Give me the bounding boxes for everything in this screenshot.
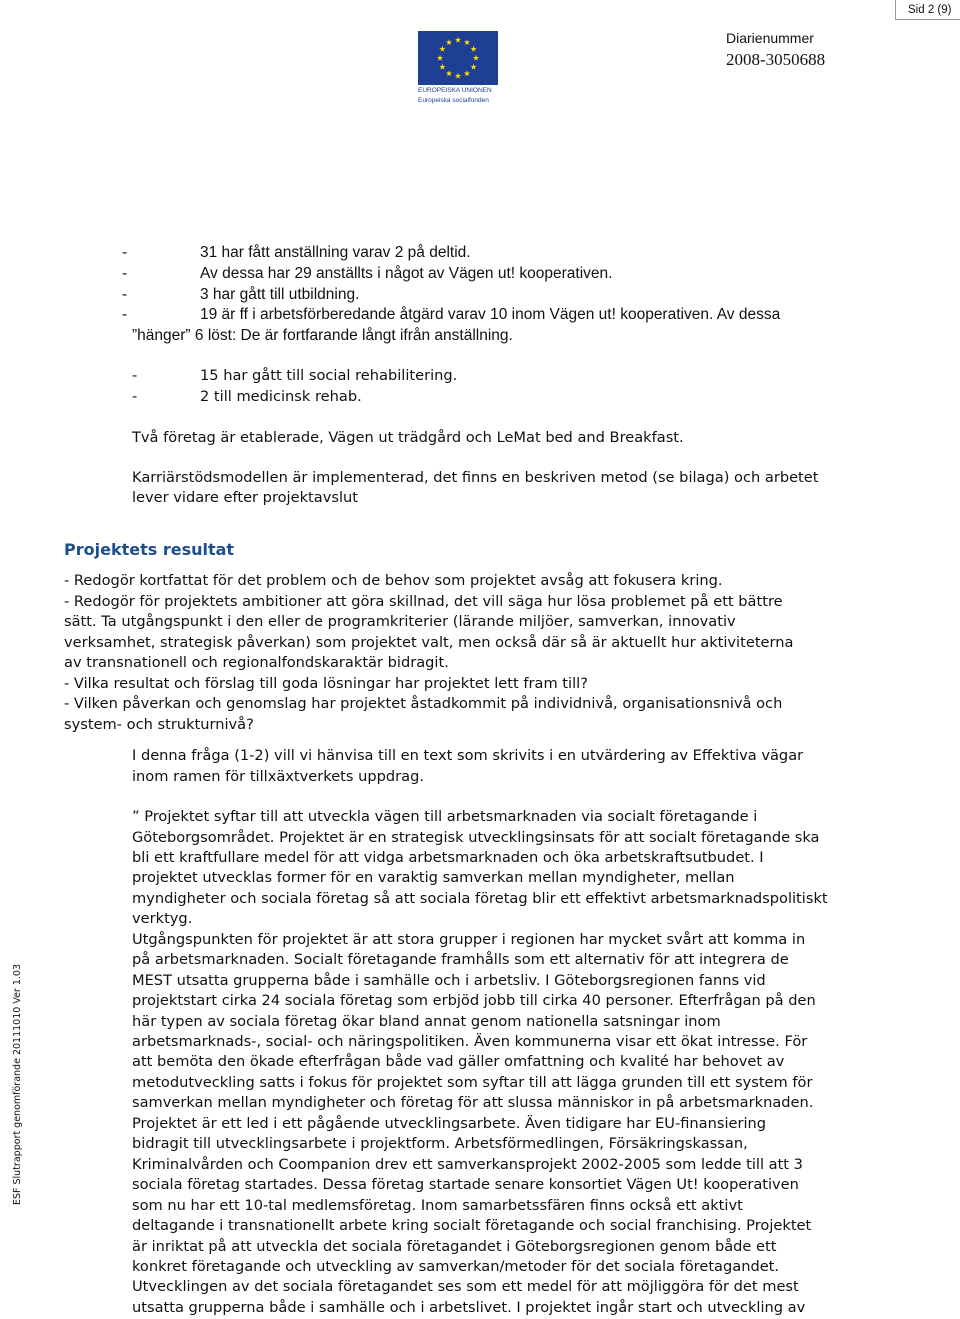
body-line: utsatta grupperna både i samhälle och i arbetslivet. I projektet ingår start och utveckling av: [132, 1298, 806, 1316]
body-line: deltagande i transnationellt arbete kring socialt företagande och social franchising. Projektet: [132, 1217, 812, 1234]
list-item: 15 har gått till social rehabilitering.: [200, 367, 458, 384]
list-dash: -: [122, 265, 128, 282]
list-item: 19 är ff i arbetsförberedande åtgärd varav 10 inom Vägen ut! kooperativen. Av dessa: [200, 306, 781, 323]
body-line: ” Projektet syftar till att utveckla vägen till arbetsmarknaden via socialt företagande i: [132, 808, 758, 825]
body-line: sociala företag startades. Dessa företag startade senare konsortiet Vägen Ut! kooperativen: [132, 1176, 799, 1194]
body-line: myndigheter och sociala företag så att sociala företag blir ett effektivt arbetsmarknadspolitiskt: [132, 889, 828, 907]
body-line: som nu har ett 10-tal medlemsföretag. Inom samarbetssfären finns också ett aktivt: [132, 1196, 743, 1214]
instruction-line: - Redogör kortfattat för det problem och de behov som projektet avsåg att fokusera kring.: [64, 572, 723, 589]
body-line: verktyg.: [132, 910, 193, 928]
list-dash: -: [132, 388, 138, 405]
list-item: Av dessa har 29 anställts i något av Vägen ut! kooperativen.: [200, 265, 613, 282]
body-line: bidragit till utvecklingsarbete i projektform. Arbetsförmedlingen, Försäkringskassan,: [132, 1135, 748, 1153]
eu-star-icon: [446, 39, 452, 45]
logo-title: EUROPEISKA UNIONEN: [418, 87, 492, 94]
eu-star-icon: [439, 64, 445, 70]
eu-logo: [418, 31, 498, 105]
instruction-line: - Vilka resultat och förslag till goda lösningar har projektet lett fram till?: [64, 675, 588, 692]
eu-star-icon: [464, 70, 470, 76]
list-item: 2 till medicinsk rehab.: [200, 388, 362, 405]
eu-star-icon: [446, 70, 452, 76]
body-line: MEST utsatta grupperna både i samhälle och i arbetsliv. I Göteborgsregionen fanns vid: [132, 971, 766, 989]
instruction-line: verksamhet, strategisk påverkan) som projektet valt, men också där så är aktuellt hur aktiviteterna: [64, 634, 794, 651]
eu-star-icon: [439, 46, 445, 52]
list-item-continuation: ”hänger” 6 löst: De är fortfarande långt ifrån anställning.: [132, 327, 513, 344]
eu-star-icon: [455, 37, 461, 43]
list-dash: -: [122, 306, 128, 323]
intro-line: inom ramen för tillxäxtverkets uppdrag.: [132, 768, 425, 785]
eu-star-icon: [471, 46, 477, 52]
eu-star-icon: [464, 39, 470, 45]
career-paragraph-line: Karriärstödsmodellen är implementerad, det finns en beskriven metod (se bilaga) och arbetet: [132, 469, 819, 486]
list-dash: -: [122, 286, 128, 303]
eu-star-icon: [473, 55, 479, 61]
instruction-line: - Redogör för projektets ambitioner att göra skillnad, det vill säga hur lösa problemet på ett bättre: [64, 593, 783, 610]
section-heading: Projektets resultat: [64, 540, 235, 559]
eu-flag-icon: [418, 31, 498, 85]
body-line: samverkan mellan myndigheter och företag för att slussa människor in på arbetsmarknaden.: [132, 1094, 814, 1112]
eu-star-icon: [437, 55, 443, 61]
body-line: Utgångspunkten för projektet är att stora grupper i regionen har mycket svårt att komma in: [132, 930, 806, 948]
body-line: Utvecklingen av det sociala företagandet ses som ett medel för att möjliggöra för det mest: [132, 1278, 799, 1296]
eu-star-icon: [455, 73, 461, 79]
list-item: 3 har gått till utbildning.: [200, 286, 360, 303]
career-paragraph-line: lever vidare efter projektavslut: [132, 489, 358, 506]
diarie-number: 2008-3050688: [726, 50, 826, 69]
intro-line: I denna fråga (1-2) vill vi hänvisa till en text som skrivits i en utvärdering av Effektiva vägar: [132, 747, 804, 764]
body-line: Kriminalvården och Coompanion drev ett samverkansprojekt 2002-2005 som ledde till att 3: [132, 1155, 803, 1173]
companies-paragraph: Två företag är etablerade, Vägen ut trädgård och LeMat bed and Breakfast.: [132, 429, 684, 446]
body-line: är inriktat på att utveckla det sociala företagandet i Göteborgsregionen genom både ett: [132, 1237, 777, 1255]
instruction-line: system- och strukturnivå?: [64, 716, 254, 733]
footer-version-text: ESF Slutrapport genomförande 20111010 Ver 1.03: [12, 963, 23, 1205]
instruction-line: av transnationell och regionalfondskaraktär bidragit.: [64, 654, 449, 671]
body-line: bli ett kraftfullare medel för att vidga arbetsmarknaden och öka arbetskraftsutbudet. I: [132, 848, 764, 866]
body-line: Projektet är ett led i ett pågående utvecklingsarbete. Även tidigare har EU-finansiering: [132, 1114, 767, 1132]
body-line: att bemöta den ökade efterfrågan både vad gäller omfattning och kvalité har behovet av: [132, 1053, 785, 1071]
diarie-label: Diarienummer: [726, 30, 814, 46]
body-line: här typen av sociala företag ökar bland annat genom nationella satsningar inom: [132, 1012, 721, 1030]
body-line: projektet utvecklas former för en varaktig samverkan mellan myndigheter, mellan: [132, 869, 735, 887]
instruction-line: - Vilken påverkan och genomslag har projektet åstadkommit på individnivå, organisationsnivå och: [64, 695, 783, 712]
eu-star-icon: [471, 64, 477, 70]
body-line: metodutveckling satts i fokus för projektet som syftar till att lägga grunden till ett system för: [132, 1073, 813, 1091]
page-number-label: Sid 2 (9): [895, 0, 960, 20]
list-dash: -: [132, 367, 138, 384]
list-item: 31 har fått anställning varav 2 på deltid.: [200, 244, 471, 261]
body-line: konkret företagande och utveckling av samverkan/metoder för det sociala företagandet.: [132, 1257, 780, 1275]
instruction-line: sätt. Ta utgångspunkt i den eller de programkriterier (lärande miljöer, samverkan, innovativ: [64, 613, 736, 630]
body-line: på arbetsmarknaden. Socialt företagande framhålls som ett alternativ för att integrera de: [132, 951, 789, 969]
body-line: arbetsmarknads-, social- och näringspolitiken. Även kommunerna visar ett ökat intresse. För: [132, 1033, 808, 1050]
body-line: projektstart cirka 24 sociala företag som erbjöd jobb till cirka 40 personer. Efterfrågan på den: [132, 992, 816, 1009]
list-dash: -: [122, 244, 128, 261]
body-line: Göteborgsområdet. Projektet är en strategisk utvecklingsinsats för att socialt företagande ska: [132, 828, 820, 846]
logo-subtitle: Europeiska socialfonden: [418, 97, 489, 104]
